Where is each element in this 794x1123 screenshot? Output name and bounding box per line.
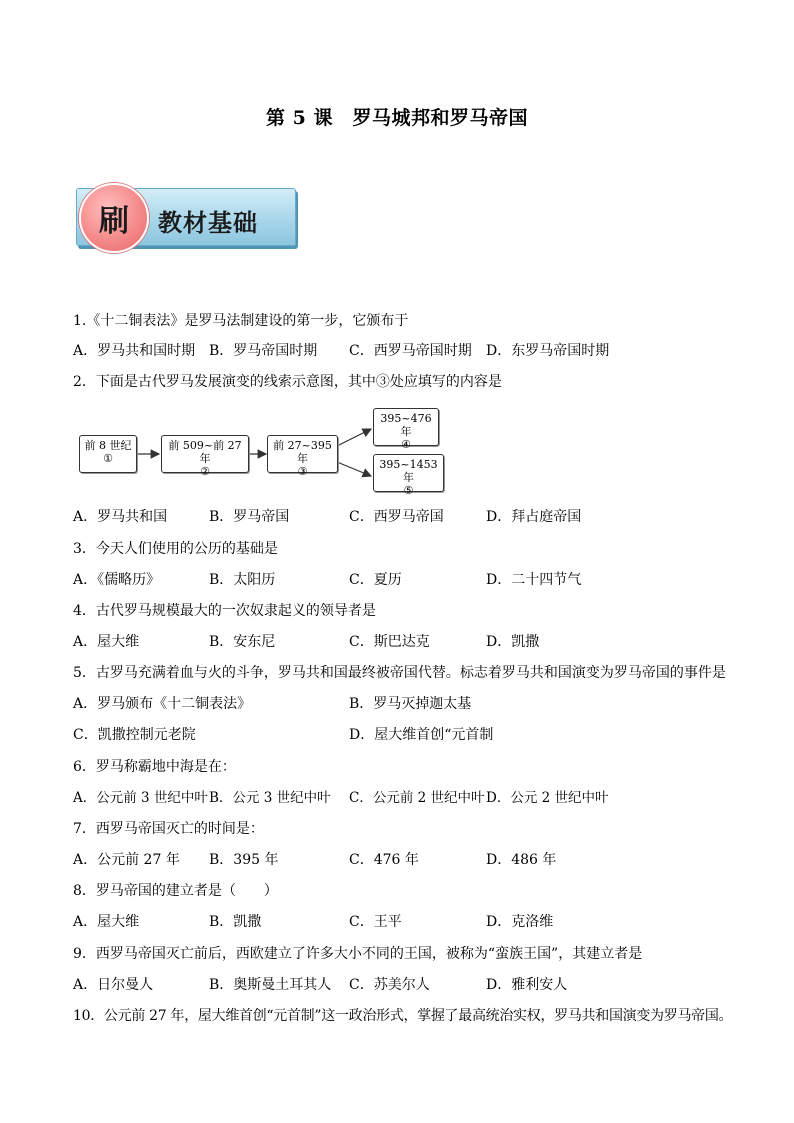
q7-option-c: C．476 年 bbox=[349, 852, 419, 868]
q9-option-a: A．日尔曼人 bbox=[73, 977, 154, 993]
banner-badge: 刷 bbox=[79, 183, 149, 253]
box-3-time: 前 27~395 年 bbox=[273, 439, 332, 465]
q8-option-b: B．凯撒 bbox=[209, 914, 262, 930]
q5-option-d: D．屋大维首创“元首制 bbox=[349, 727, 494, 743]
question-4: 4．古代罗马规模最大的一次奴隶起义的领导者是 bbox=[73, 603, 376, 619]
question-7: 7．西罗马帝国灭亡的时间是： bbox=[73, 821, 264, 837]
box-4-number: ④ bbox=[401, 438, 411, 451]
q7-option-d: D．486 年 bbox=[486, 852, 557, 868]
q9-option-c: C．苏美尔人 bbox=[349, 977, 430, 993]
question-2: 2．下面是古代罗马发展演变的线索示意图，其中③处应填写的内容是 bbox=[73, 374, 502, 390]
question-8: 8．罗马帝国的建立者是（ ） bbox=[73, 883, 278, 899]
q9-option-d: D．雅利安人 bbox=[486, 977, 568, 993]
q6-option-c: C．公元前 2 世纪中叶 bbox=[349, 790, 485, 806]
arrow-3-4 bbox=[337, 429, 371, 446]
box-1-number: ① bbox=[103, 452, 113, 465]
q1-option-d: D．东罗马帝国时期 bbox=[486, 343, 610, 359]
q4-option-d: D．凯撒 bbox=[486, 634, 540, 650]
q1-option-c: C．西罗马帝国时期 bbox=[349, 343, 472, 359]
q4-option-b: B．安东尼 bbox=[209, 634, 276, 650]
diagram-box-1 bbox=[79, 435, 137, 473]
q7-option-a: A．公元前 27 年 bbox=[73, 852, 180, 868]
banner-label: 教材基础 bbox=[158, 208, 258, 237]
diagram-box-4 bbox=[373, 408, 439, 451]
q7-option-b: B．395 年 bbox=[209, 852, 279, 868]
q2-option-c: C．西罗马帝国 bbox=[349, 509, 444, 525]
q8-option-a: A．屋大维 bbox=[73, 914, 140, 930]
q6-option-a: A．公元前 3 世纪中叶 bbox=[73, 790, 208, 806]
question-6: 6．罗马称霸地中海是在： bbox=[73, 759, 236, 775]
question-1: 1.《十二铜表法》是罗马法制建设的第一步，它颁布于 bbox=[73, 313, 409, 329]
q3-option-a: A．《儒略历》 bbox=[73, 572, 161, 588]
q5-option-a: A．罗马颁布《十二铜表法》 bbox=[73, 696, 252, 712]
q2-option-d: D．拜占庭帝国 bbox=[486, 509, 582, 525]
q5-option-b: B．罗马灭掉迦太基 bbox=[349, 696, 472, 712]
q4-option-a: A．屋大维 bbox=[73, 634, 140, 650]
q8-option-d: D．克洛维 bbox=[486, 914, 554, 930]
question-10: 10．公元前 27 年，屋大维首创“元首制”这一政治形式，掌握了最高统治实权，罗马共和国演变为罗马帝国。 bbox=[73, 1008, 733, 1024]
q3-option-c: C．夏历 bbox=[349, 572, 402, 588]
timeline-diagram bbox=[76, 404, 456, 496]
box-5-number: ⑤ bbox=[403, 484, 414, 497]
q3-option-d: D．二十四节气 bbox=[486, 572, 582, 588]
q1-option-a: A．罗马共和国时期 bbox=[73, 343, 196, 359]
q2-option-a: A．罗马共和国 bbox=[73, 509, 168, 525]
arrow-3-5 bbox=[337, 462, 371, 476]
q3-option-b: B．太阳历 bbox=[209, 572, 276, 588]
page-title: 第 5 课 罗马城邦和罗马帝国 bbox=[266, 107, 528, 129]
section-banner bbox=[76, 183, 296, 255]
q9-option-b: B．奥斯曼土耳其人 bbox=[209, 977, 332, 993]
diagram-box-5 bbox=[373, 454, 444, 497]
q6-option-d: D．公元 2 世纪中叶 bbox=[486, 790, 609, 806]
box-5-time: 395~1453 年 bbox=[379, 458, 438, 484]
q5-option-c: C．凯撒控制元老院 bbox=[73, 727, 196, 743]
q6-option-b: B．公元 3 世纪中叶 bbox=[209, 790, 331, 806]
q8-option-c: C．王平 bbox=[349, 914, 402, 930]
q2-option-b: B．罗马帝国 bbox=[209, 509, 290, 525]
box-2-time: 前 509~前 27 年 bbox=[168, 439, 242, 465]
box-2-number: ② bbox=[200, 465, 210, 478]
question-9: 9．西罗马帝国灭亡前后，西欧建立了许多大小不同的王国，被称为“蛮族王国”，其建立者是 bbox=[73, 946, 643, 962]
diagram-box-3 bbox=[267, 435, 338, 478]
q1-option-b: B．罗马帝国时期 bbox=[209, 343, 318, 359]
box-3-number: ③ bbox=[297, 465, 308, 478]
question-3: 3．今天人们使用的公历的基础是 bbox=[73, 541, 278, 557]
box-1-time: 前 8 世纪 bbox=[84, 439, 132, 452]
box-4-time: 395~476 年 bbox=[380, 412, 432, 438]
q4-option-c: C．斯巴达克 bbox=[349, 634, 430, 650]
question-5: 5．古罗马充满着血与火的斗争，罗马共和国最终被帝国代替。标志着罗马共和国演变为罗马帝国的事件是 bbox=[73, 665, 726, 681]
diagram-box-2 bbox=[161, 435, 249, 478]
